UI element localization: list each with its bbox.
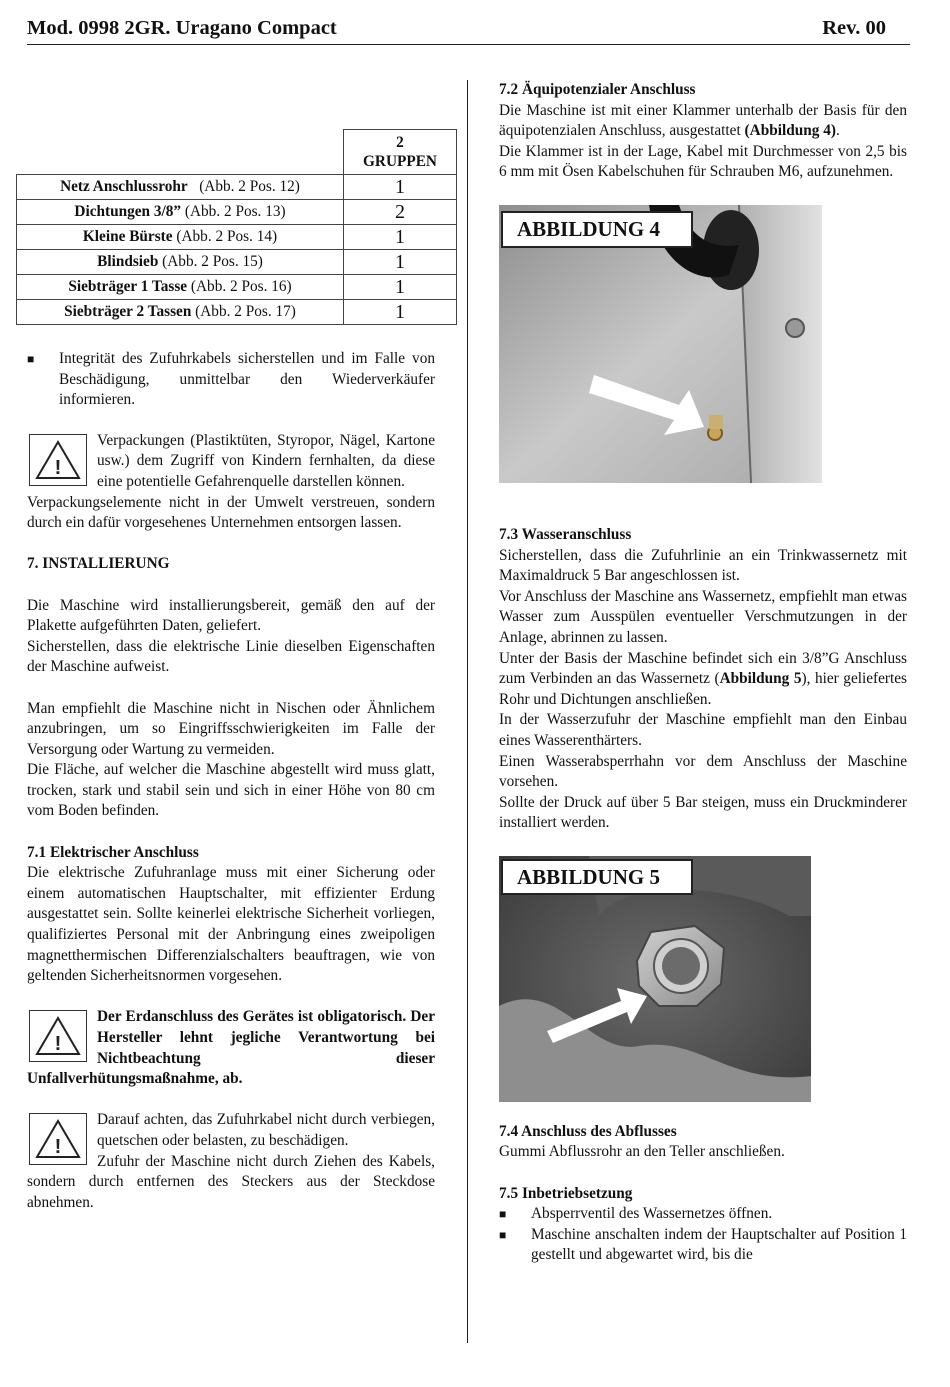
bullet-text: Maschine anschalten indem der Hauptschalter auf Position 1 gestellt und abgewartet wird, bis die [531, 1225, 907, 1264]
item-name [17, 250, 344, 275]
head-count: 2 [396, 134, 404, 151]
paragraph: Die Klammer ist in der Lage, Kabel mit Durchmesser von 2,5 bis 6 mm mit Ösen Kabelschuhen für Schrauben M6, aufzunehmen. [499, 142, 907, 181]
square-bullet-icon: ■ [27, 352, 35, 366]
item-name-bold: Siebträger 1 Tasse [68, 277, 188, 295]
figure-4 [499, 205, 822, 483]
paragraph: Vor Anschluss der Maschine ans Wassernetz, empfiehlt man etwas Wasser zum Ausspülen eventueller Verschmutzungen in der Anlage, abrinnen zu lassen. [499, 587, 907, 646]
warning-packaging [27, 431, 435, 493]
text-run: Unter der Basis der Maschine befindet sich ein 3/8”G Anschluss zum Verbinden an das Wassernetz ( [499, 649, 907, 688]
svg-text:!: ! [54, 456, 62, 479]
item-qty: 1 [344, 250, 457, 275]
item-ref: (Abb. 2 Pos. 12) [187, 177, 300, 195]
model-title: Mod. 0998 2GR. Uragano Compact [27, 17, 337, 39]
warning-triangle-icon [29, 1113, 87, 1165]
list-item [499, 1204, 907, 1225]
item-name [17, 175, 344, 200]
paragraph: Verpackungselemente nicht in der Umwelt verstreuen, sondern durch ein dafür vorgesehenes Unternehmen entsorgen lassen. [27, 493, 435, 532]
column-divider [467, 80, 468, 1343]
warning-grounding [27, 1007, 435, 1089]
table-header-row [17, 130, 457, 175]
item-name-bold: Dichtungen 3/8” [74, 202, 182, 220]
item-ref: (Abb. 2 Pos. 17) [191, 302, 296, 320]
item-ref: (Abb. 2 Pos. 14) [172, 227, 278, 245]
warning-text: Der Erdanschluss des Gerätes ist obligatorisch. Der Hersteller lehnt jegliche Verantwortung bei Nichtbeachtung dieser Unfallverhütungsmaßnahme, ab. [27, 1008, 435, 1088]
section-heading: 7. INSTALLIERUNG [27, 555, 170, 573]
list-item [499, 1225, 907, 1266]
section-heading: 7.3 Wasseranschluss [499, 525, 632, 543]
square-bullet-icon: ■ [499, 1227, 507, 1242]
paragraph: Die Fläche, auf welcher die Maschine abgestellt wird muss glatt, trocken, stark und stabil sein und sich in einer Höhe von 80 cm vom Boden befinden. [27, 761, 435, 820]
left-column [27, 349, 435, 1213]
paragraph: In der Wasserzufuhr der Maschine empfiehlt man den Einbau eines Wasserenthärters. [499, 711, 907, 749]
warning-triangle-icon [29, 434, 87, 486]
item-name-bold: Netz Anschlussrohr [60, 177, 188, 195]
item-name [17, 300, 344, 325]
paragraph [499, 101, 907, 142]
figure-5 [499, 856, 811, 1102]
paragraph [499, 649, 907, 711]
table-row [17, 200, 457, 225]
table-head-cell [344, 130, 457, 175]
svg-text:!: ! [54, 1136, 62, 1159]
item-qty: 2 [344, 200, 457, 225]
revision: Rev. 00 [822, 17, 886, 39]
page-header [27, 14, 910, 45]
paragraph: Gummi Abflussrohr an den Teller anschließen. [499, 1143, 785, 1161]
item-name-bold: Siebträger 2 Tassen [64, 302, 192, 320]
text-run: . [835, 122, 840, 140]
item-ref: (Abb. 2 Pos. 15) [158, 252, 263, 270]
paragraph: Sollte der Druck auf über 5 Bar steigen, muss ein Druckminderer installiert werden. [499, 793, 907, 832]
item-ref: (Abb. 2 Pos. 16) [187, 277, 292, 295]
bullet-text: Absperrventil des Wassernetzes öffnen. [531, 1205, 773, 1223]
item-name [17, 275, 344, 300]
figure-5-label: ABBILDUNG 5 [501, 859, 693, 896]
list-item [27, 349, 435, 411]
figure-4-label: ABBILDUNG 4 [501, 211, 693, 248]
paragraph: Zufuhr der Maschine nicht durch Ziehen des Kabels, sondern durch entfernen des Steckers aus der Steckdose abnehmen. [27, 1152, 435, 1211]
item-qty: 1 [344, 275, 457, 300]
paragraph: Einen Wasserabsperrhahn vor dem Anschluss der Maschine vorsehen. [499, 752, 907, 791]
warning-text: Verpackungen (Plastiktüten, Styropor, Nägel, Kartone usw.) dem Zugriff von Kindern fernhalten, da diese eine potentielle Gefahrenquelle darstellen können. [97, 431, 435, 490]
table-row [17, 225, 457, 250]
paragraph: Sicherstellen, dass die Zufuhrlinie an ein Trinkwassernetz mit Maximaldruck 5 Bar angeschlossen ist. [499, 546, 907, 585]
item-name-bold: Kleine Bürste [82, 227, 173, 245]
paragraph: Sicherstellen, dass die elektrische Linie dieselben Eigenschaften der Maschine aufweist. [27, 637, 435, 676]
figure-ref: (Abbildung 4) [744, 122, 836, 140]
bullet-text: Integrität des Zufuhrkabels sicherstellen und im Falle von Beschädigung, unmittelbar den Wiederverkäufer informieren. [59, 350, 435, 409]
svg-text:!: ! [54, 1033, 62, 1056]
item-qty: 1 [344, 300, 457, 325]
right-column [499, 80, 907, 1266]
accessories-table [16, 129, 457, 325]
section-heading: 7.2 Äquipotenzialer Anschluss [499, 81, 696, 98]
figure-ref: Abbildung 5 [719, 670, 802, 688]
text-run: ), hier geliefertes Rohr und Dichtungen anschließen. [499, 670, 908, 708]
paragraph: Man empfiehlt die Maschine nicht in Nischen oder Ähnlichem anzubringen, um so Eingriffsschwierigkeiten im Falle der Versorgung oder Wartung zu vermeiden. [27, 699, 435, 758]
item-ref: (Abb. 2 Pos. 13) [181, 202, 286, 220]
paragraph: Die elektrische Zufuhranlage muss mit einer Sicherung oder einem automatischen Hauptschalter, mit effizienter Erdung ausgestattet sein. Sollte keinerlei elektrische Sicherheit vorliegen, qualifiziertes Personal mit der Anbringung eines zweipoligen magnetthermischen Differenzialschalters beauftragen, wie von geltenden Sicherheitsnormen vorgesehen. [27, 864, 435, 985]
table-row [17, 275, 457, 300]
item-name [17, 200, 344, 225]
item-qty: 1 [344, 175, 457, 200]
warning-triangle-icon [29, 1010, 87, 1062]
text-run: Die Maschine ist mit einer Klammer unterhalb der Basis für den äquipotenzialen Anschluss, ausgestattet [499, 101, 907, 140]
paragraph: Die Maschine wird installierungsbereit, gemäß den auf der Plakette aufgeführten Daten, geliefert. [27, 596, 435, 635]
item-name [17, 225, 344, 250]
table-row [17, 175, 457, 200]
item-qty: 1 [344, 225, 457, 250]
table-row [17, 300, 457, 325]
warning-cable [27, 1110, 435, 1159]
square-bullet-icon: ■ [499, 1207, 507, 1222]
table-blank-cell [17, 130, 344, 175]
section-heading: 7.1 Elektrischer Anschluss [27, 843, 199, 861]
warning-text: Darauf achten, das Zufuhrkabel nicht durch verbiegen, quetschen oder belasten, zu beschädigen. [97, 1111, 435, 1149]
table-row [17, 250, 457, 275]
head-groups: GRUPPEN [363, 153, 437, 170]
section-heading: 7.5 Inbetriebsetzung [499, 1184, 633, 1202]
item-name-bold: Blindsieb [97, 252, 159, 270]
section-heading: 7.4 Anschluss des Abflusses [499, 1122, 677, 1140]
